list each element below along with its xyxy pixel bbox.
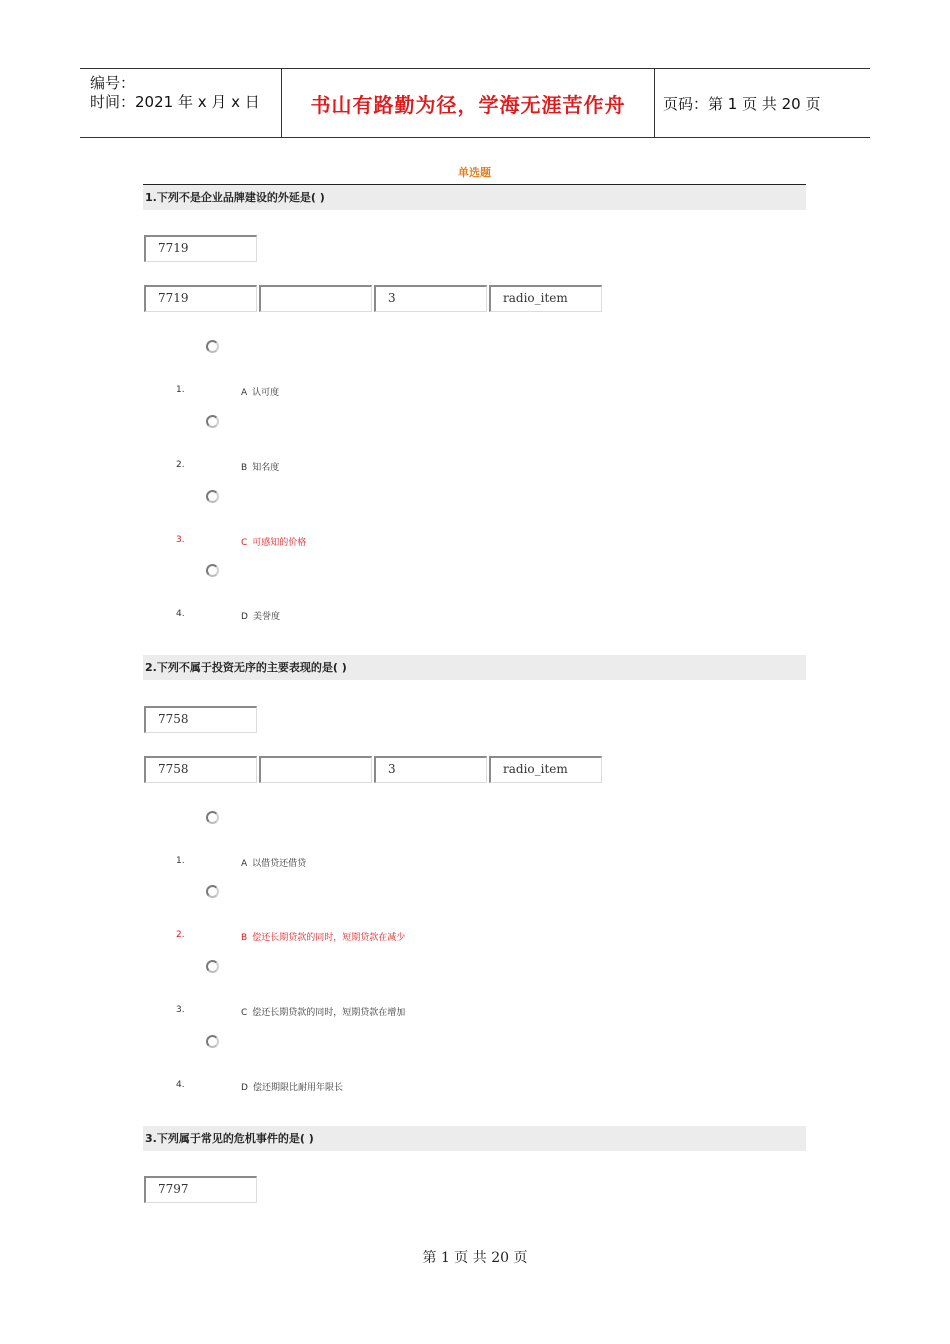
header-meta-cell <box>80 69 282 137</box>
count-field[interactable]: 3 <box>374 285 487 312</box>
option-b-correct <box>241 930 405 943</box>
option-number-correct: 3. <box>176 535 185 545</box>
option-number: 1. <box>176 385 185 395</box>
option-letter: D <box>241 1083 248 1093</box>
page-info: 页码：第 1 页 共 20 页 <box>663 95 821 113</box>
option-text: 偿还期限比耐用年限长 <box>252 1083 343 1093</box>
option-a <box>241 385 279 398</box>
option-c <box>241 1005 405 1018</box>
option-radio-d[interactable] <box>206 564 219 577</box>
option-number: 2. <box>176 460 185 470</box>
document-header <box>80 68 870 138</box>
header-motto-cell <box>282 69 655 137</box>
option-radio-a[interactable] <box>206 340 219 353</box>
option-number: 3. <box>176 1005 185 1015</box>
question-title: 2.下列不属于投资无序的主要表现的是( ) <box>143 655 806 680</box>
header-page-cell <box>655 69 870 137</box>
option-radio-c[interactable] <box>206 960 219 973</box>
option-letter: D <box>241 612 248 622</box>
option-letter: B <box>241 463 248 473</box>
option-text: 以借贷还借贷 <box>252 859 307 869</box>
motto: 书山有路勤为径，学海无涯苦作舟 <box>310 93 626 117</box>
option-radio-b[interactable] <box>206 415 219 428</box>
question-title: 3.下列属于常见的危机事件的是( ) <box>143 1126 806 1151</box>
question-id-field[interactable]: 7719 <box>144 235 257 262</box>
option-number: 4. <box>176 609 185 619</box>
option-radio-b[interactable] <box>206 885 219 898</box>
serial-label: 编号： <box>90 74 136 92</box>
option-text: 偿还长期贷款的同时，短期贷款在减少 <box>252 933 406 943</box>
question-id-field[interactable]: 7797 <box>144 1176 257 1203</box>
count-field[interactable]: 3 <box>374 756 487 783</box>
item-type-field[interactable]: radio_item <box>489 285 602 312</box>
option-number: 4. <box>176 1080 185 1090</box>
option-radio-c[interactable] <box>206 490 219 503</box>
option-text: 可感知的价格 <box>252 538 307 548</box>
option-letter: A <box>241 859 248 869</box>
option-letter: C <box>241 538 248 548</box>
section-title: 单选题 <box>458 166 491 179</box>
option-letter: A <box>241 388 248 398</box>
page-footer: 第 1 页 共 20 页 <box>422 1250 528 1266</box>
option-letter: B <box>241 933 248 943</box>
question-id-field[interactable]: 7758 <box>144 706 257 733</box>
option-number: 1. <box>176 856 185 866</box>
option-text: 美誉度 <box>252 612 280 622</box>
option-c-correct <box>241 535 306 548</box>
option-a <box>241 856 306 869</box>
option-text: 偿还长期贷款的同时，短期贷款在增加 <box>252 1008 406 1018</box>
option-text: 认可度 <box>252 388 280 398</box>
option-d <box>241 1080 343 1093</box>
option-radio-a[interactable] <box>206 811 219 824</box>
option-number-correct: 2. <box>176 930 185 940</box>
option-b <box>241 460 279 473</box>
option-d <box>241 609 280 622</box>
question-title: 1.下列不是企业品牌建设的外延是( ) <box>143 185 806 210</box>
blank-field[interactable] <box>259 756 372 783</box>
option-letter: C <box>241 1008 248 1018</box>
item-id-field[interactable]: 7719 <box>144 285 257 312</box>
option-text: 知名度 <box>252 463 280 473</box>
blank-field[interactable] <box>259 285 372 312</box>
item-type-field[interactable]: radio_item <box>489 756 602 783</box>
item-id-field[interactable]: 7758 <box>144 756 257 783</box>
option-radio-d[interactable] <box>206 1035 219 1048</box>
time-label: 时间：2021 年 x 月 x 日 <box>90 93 260 111</box>
